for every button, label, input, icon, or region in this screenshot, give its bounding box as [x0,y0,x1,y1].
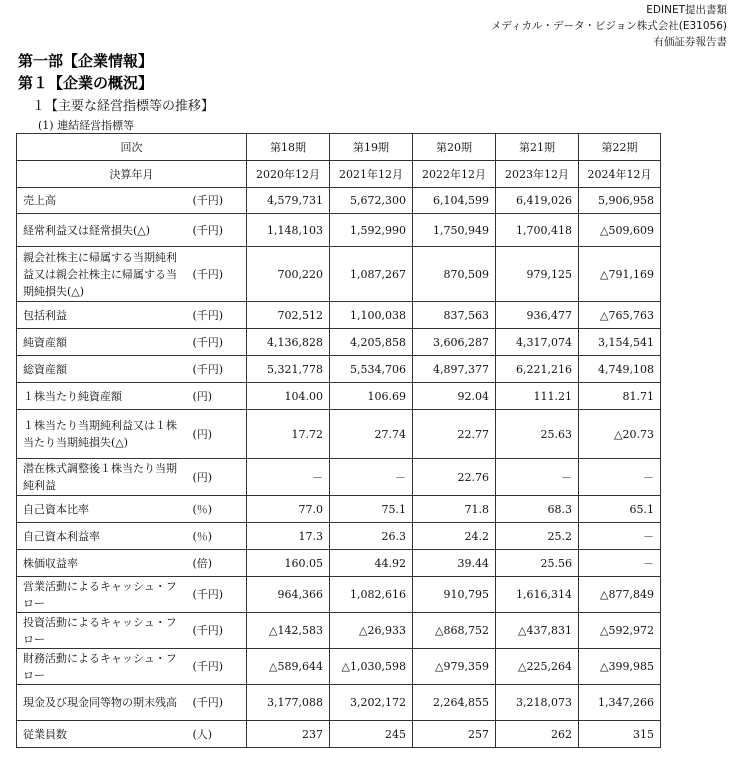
value-cell: 75.1 [330,496,413,523]
value-cell: 1,750,949 [413,214,496,247]
subsection-title: (1) 連結経営指標等 [38,119,135,132]
row-unit: (人) [187,721,247,748]
value-cell: － [496,459,579,496]
value-cell: 22.77 [413,410,496,459]
value-cell: 6,104,599 [413,188,496,214]
value-cell: 4,317,074 [496,329,579,356]
row-unit: (千円) [187,188,247,214]
table-row [17,214,661,247]
value-cell: 68.3 [496,496,579,523]
value-cell: △877,849 [579,577,661,613]
table-row [17,685,661,721]
value-cell: 262 [496,721,579,748]
table-row [17,649,661,685]
period-header: 第18期 [247,134,330,161]
value-cell: △765,763 [579,302,661,329]
fiscal-date: 2024年12月 [579,161,661,188]
row-label: 自己資本利益率 [17,523,187,550]
row-unit: (千円) [187,577,247,613]
value-cell: 315 [579,721,661,748]
value-cell: 25.56 [496,550,579,577]
value-cell: 4,897,377 [413,356,496,383]
value-cell: 44.92 [330,550,413,577]
fiscal-date: 2023年12月 [496,161,579,188]
table-row [17,356,661,383]
value-cell: － [247,459,330,496]
value-cell: － [330,459,413,496]
row-unit: (円) [187,410,247,459]
table-row [17,577,661,613]
value-cell: 4,579,731 [247,188,330,214]
value-cell: 1,087,267 [330,247,413,302]
row-label: 純資産額 [17,329,187,356]
value-cell: 1,616,314 [496,577,579,613]
value-cell: 910,795 [413,577,496,613]
value-cell: 979,125 [496,247,579,302]
value-cell: 3,218,073 [496,685,579,721]
row-unit: (千円) [187,685,247,721]
row-label: 財務活動によるキャッシュ・フロー [17,649,187,685]
row-unit: (千円) [187,247,247,302]
table-row [17,459,661,496]
row-unit: (円) [187,459,247,496]
row-label: 親会社株主に帰属する当期純利益又は親会社株主に帰属する当期純損失(△) [17,247,187,302]
period-header: 第22期 [579,134,661,161]
table-row [17,329,661,356]
value-cell: 3,202,172 [330,685,413,721]
value-cell: 104.00 [247,383,330,410]
value-cell: △589,644 [247,649,330,685]
value-cell: 1,082,616 [330,577,413,613]
value-cell: 4,749,108 [579,356,661,383]
value-cell: 700,220 [247,247,330,302]
table-row [17,496,661,523]
consolidated-indicators-table [16,133,661,748]
value-cell: △509,609 [579,214,661,247]
value-cell: 6,221,216 [496,356,579,383]
period-header: 第20期 [413,134,496,161]
value-cell: 1,700,418 [496,214,579,247]
row-unit: (千円) [187,356,247,383]
value-cell: 24.2 [413,523,496,550]
value-cell: 26.3 [330,523,413,550]
value-cell: △399,985 [579,649,661,685]
value-cell: △868,752 [413,613,496,649]
value-cell: 5,321,778 [247,356,330,383]
value-cell: 6,419,026 [496,188,579,214]
value-cell: 71.8 [413,496,496,523]
value-cell: － [579,550,661,577]
value-cell: 5,672,300 [330,188,413,214]
value-cell: 81.71 [579,383,661,410]
value-cell: 27.74 [330,410,413,459]
value-cell: 3,606,287 [413,329,496,356]
value-cell: 92.04 [413,383,496,410]
value-cell: 39.44 [413,550,496,577]
row-unit: (千円) [187,214,247,247]
value-cell: △26,933 [330,613,413,649]
value-cell: － [579,523,661,550]
report-type: 有価証券報告書 [653,36,727,48]
part-title: 第一部【企業情報】 [18,52,154,70]
row-label: 営業活動によるキャッシュ・フロー [17,577,187,613]
value-cell: 3,177,088 [247,685,330,721]
value-cell: 5,534,706 [330,356,413,383]
value-cell: 870,509 [413,247,496,302]
value-cell: 1,347,266 [579,685,661,721]
row-label: 潜在株式調整後１株当たり当期純利益 [17,459,187,496]
row-unit: (％) [187,496,247,523]
table-row [17,550,661,577]
value-cell: △225,264 [496,649,579,685]
value-cell: △791,169 [579,247,661,302]
value-cell: 22.76 [413,459,496,496]
row-label: 株価収益率 [17,550,187,577]
value-cell: 17.3 [247,523,330,550]
row-label: 自己資本比率 [17,496,187,523]
fiscal-label: 決算年月 [17,161,247,188]
round-label: 回次 [17,134,247,161]
value-cell: 1,100,038 [330,302,413,329]
row-unit: (円) [187,383,247,410]
value-cell: 25.63 [496,410,579,459]
table-row [17,383,661,410]
table-row [17,523,661,550]
value-cell: 837,563 [413,302,496,329]
row-label: 包括利益 [17,302,187,329]
value-cell: △437,831 [496,613,579,649]
row-label: 経常利益又は経常損失(△) [17,214,187,247]
chapter-title: 第１【企業の概況】 [18,74,154,92]
table-row [17,247,661,302]
row-unit: (千円) [187,613,247,649]
company-name: メディカル・データ・ビジョン株式会社(E31056) [490,20,727,32]
row-label: 従業員数 [17,721,187,748]
row-label: １株当たり当期純利益又は１株当たり当期純損失(△) [17,410,187,459]
value-cell: 2,264,855 [413,685,496,721]
value-cell: △20.73 [579,410,661,459]
value-cell: 1,148,103 [247,214,330,247]
row-label: 現金及び現金同等物の期末残高 [17,685,187,721]
value-cell: △592,972 [579,613,661,649]
row-label: １株当たり純資産額 [17,383,187,410]
document-header [491,2,727,50]
value-cell: － [579,459,661,496]
period-header: 第19期 [330,134,413,161]
value-cell: 257 [413,721,496,748]
table-row [17,188,661,214]
value-cell: 3,154,541 [579,329,661,356]
fiscal-date: 2022年12月 [413,161,496,188]
value-cell: 964,366 [247,577,330,613]
value-cell: 160.05 [247,550,330,577]
row-unit: (千円) [187,329,247,356]
value-cell: △979,359 [413,649,496,685]
value-cell: 77.0 [247,496,330,523]
value-cell: 17.72 [247,410,330,459]
edinet-label: EDINET提出書類 [646,4,727,16]
value-cell: 245 [330,721,413,748]
table-row [17,613,661,649]
fiscal-date: 2021年12月 [330,161,413,188]
period-header: 第21期 [496,134,579,161]
row-unit: (千円) [187,302,247,329]
value-cell: 4,205,858 [330,329,413,356]
row-label: 投資活動によるキャッシュ・フロー [17,613,187,649]
table-row [17,721,661,748]
value-cell: 111.21 [496,383,579,410]
period-header-row [17,134,661,161]
value-cell: 5,906,958 [579,188,661,214]
value-cell: 1,592,990 [330,214,413,247]
table-row [17,410,661,459]
value-cell: △142,583 [247,613,330,649]
row-label: 総資産額 [17,356,187,383]
value-cell: 702,512 [247,302,330,329]
table-row [17,302,661,329]
value-cell: 936,477 [496,302,579,329]
row-label: 売上高 [17,188,187,214]
value-cell: 106.69 [330,383,413,410]
value-cell: 237 [247,721,330,748]
value-cell: 4,136,828 [247,329,330,356]
value-cell: △1,030,598 [330,649,413,685]
fiscal-date-row [17,161,661,188]
section-title: １【主要な経営指標等の推移】 [32,99,215,114]
row-unit: (千円) [187,649,247,685]
value-cell: 25.2 [496,523,579,550]
row-unit: (倍) [187,550,247,577]
fiscal-date: 2020年12月 [247,161,330,188]
value-cell: 65.1 [579,496,661,523]
row-unit: (％) [187,523,247,550]
